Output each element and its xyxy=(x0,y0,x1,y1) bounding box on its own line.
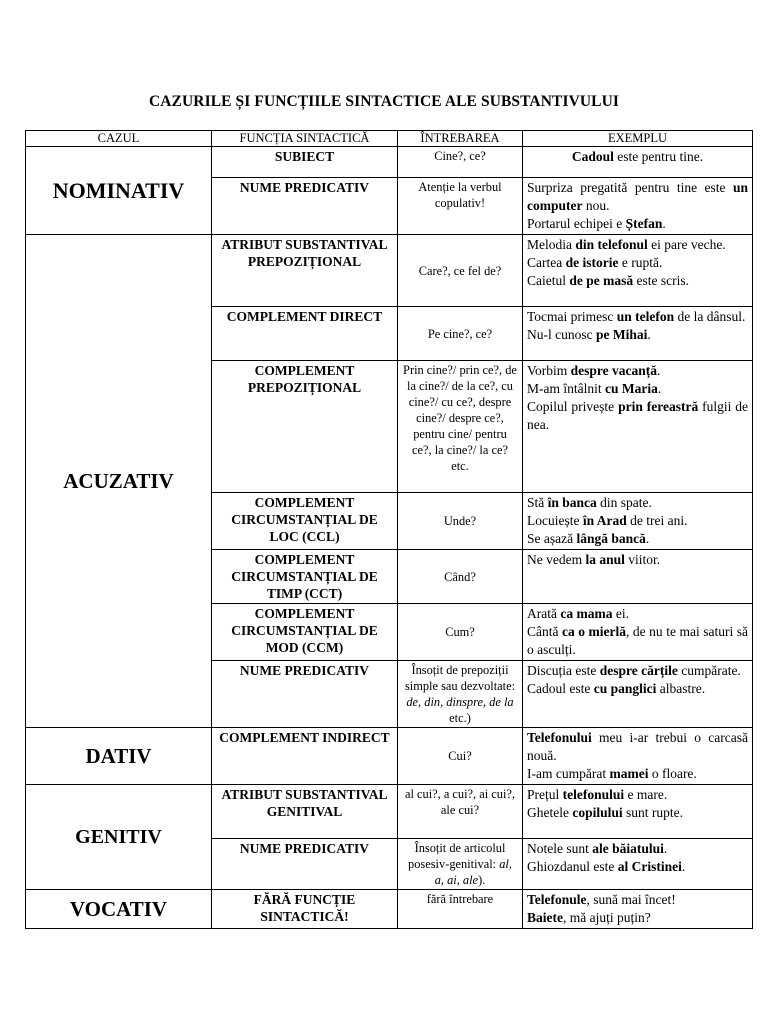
function-cell: COMPLEMENT CIRCUMSTANȚIAL DE MOD (CCM) xyxy=(212,604,398,661)
example-line: Prețul telefonului e mare. xyxy=(527,787,668,802)
header-cazul: CAZUL xyxy=(26,131,212,147)
function-cell: NUME PREDICATIV xyxy=(212,178,398,235)
question-cell: Atenție la verbul copulativ! xyxy=(398,178,523,235)
example-line: I-am cumpărat mamei o floare. xyxy=(527,766,697,781)
example-line: Telefonului meu i-ar trebui o carcasă nouă. xyxy=(527,730,748,763)
question-cell: Când? xyxy=(398,550,523,604)
function-cell: COMPLEMENT CIRCUMSTANȚIAL DE LOC (CCL) xyxy=(212,493,398,550)
example-line: Ghetele copilului sunt rupte. xyxy=(527,805,684,820)
example-line: Melodia din telefonul ei pare veche. xyxy=(527,237,726,252)
example-line: Portarul echipei e Ștefan. xyxy=(527,216,666,231)
example-cell xyxy=(523,890,753,929)
question-cell: Unde? xyxy=(398,493,523,550)
example-cell xyxy=(523,550,753,604)
example-line: Cadoul este pentru tine. xyxy=(571,149,704,164)
header-intrebarea: ÎNTREBAREA xyxy=(398,131,523,147)
example-cell xyxy=(523,839,753,890)
cases-table xyxy=(25,130,753,929)
example-line: Cântă ca o mierlă, de nu te mai saturi să o asculți. xyxy=(527,624,748,657)
example-cell xyxy=(523,307,753,361)
example-cell xyxy=(523,785,753,839)
question-cell: Prin cine?/ prin ce?, de la cine?/ de la ce?, cu cine?/ cu ce?, despre cine?/ despre ce?, pentru cine/ pentru ce?, la cine?/ la ce? etc. xyxy=(398,361,523,493)
question-cell: al cui?, a cui?, ai cui?, ale cui? xyxy=(398,785,523,839)
example-line: Ne vedem la anul viitor. xyxy=(527,552,661,567)
example-cell xyxy=(523,493,753,550)
table-row xyxy=(26,235,753,307)
example-line: Cadoul este cu panglici albastre. xyxy=(527,681,706,696)
question-cell: Cui? xyxy=(398,728,523,785)
example-line: Surpriza pregatită pentru tine este un computer nou. xyxy=(527,180,748,213)
example-cell xyxy=(523,604,753,661)
example-line: Arată ca mama ei. xyxy=(527,606,629,621)
question-cell: Însoțit de prepoziții simple sau dezvoltate: de, din, dinspre, de la etc.) xyxy=(398,661,523,728)
example-cell xyxy=(523,178,753,235)
example-cell xyxy=(523,235,753,307)
function-cell: COMPLEMENT DIRECT xyxy=(212,307,398,361)
table-row xyxy=(26,785,753,839)
example-cell xyxy=(523,361,753,493)
example-cell xyxy=(523,147,753,178)
function-cell: SUBIECT xyxy=(212,147,398,178)
example-line: Copilul privește prin fereastră fulgii de nea. xyxy=(527,399,748,432)
example-cell xyxy=(523,661,753,728)
function-cell: COMPLEMENT PREPOZIȚIONAL xyxy=(212,361,398,493)
example-line: Cartea de istorie e ruptă. xyxy=(527,255,663,270)
question-cell: Cine?, ce? xyxy=(398,147,523,178)
table-row xyxy=(26,147,753,178)
table-body xyxy=(26,147,753,929)
case-dativ: DATIV xyxy=(26,728,212,785)
function-cell: ATRIBUT SUBSTANTIVAL GENITIVAL xyxy=(212,785,398,839)
example-line: Caietul de pe masă este scris. xyxy=(527,273,689,288)
example-line: Vorbim despre vacanță. xyxy=(527,363,661,378)
question-cell: fără întrebare xyxy=(398,890,523,929)
case-vocativ: VOCATIV xyxy=(26,890,212,929)
example-line: Baiete, mă ajuți puțin? xyxy=(527,910,651,925)
example-line: Locuiește în Arad de trei ani. xyxy=(527,513,688,528)
question-cell: Însoțit de articolul posesiv-genitival: al, a, ai, ale). xyxy=(398,839,523,890)
example-line: Stă în banca din spate. xyxy=(527,495,652,510)
example-line: M-am întâlnit cu Maria. xyxy=(527,381,662,396)
example-line: Notele sunt ale băiatului. xyxy=(527,841,668,856)
header-row xyxy=(26,131,753,147)
question-cell: Pe cine?, ce? xyxy=(398,307,523,361)
function-cell: COMPLEMENT CIRCUMSTANȚIAL DE TIMP (CCT) xyxy=(212,550,398,604)
function-cell: NUME PREDICATIV xyxy=(212,839,398,890)
question-cell: Cum? xyxy=(398,604,523,661)
example-line: Ghiozdanul este al Cristinei. xyxy=(527,859,686,874)
example-cell xyxy=(523,728,753,785)
example-line: Se așază lângă bancă. xyxy=(527,531,650,546)
header-exemplu: EXEMPLU xyxy=(523,131,753,147)
case-acuzativ: ACUZATIV xyxy=(26,235,212,728)
table-row xyxy=(26,728,753,785)
case-genitiv: GENITIV xyxy=(26,785,212,890)
question-cell: Care?, ce fel de? xyxy=(398,235,523,307)
function-cell: NUME PREDICATIV xyxy=(212,661,398,728)
page-title: CAZURILE ȘI FUNCȚIILE SINTACTICE ALE SUBSTANTIVULUI xyxy=(148,93,620,110)
case-nominativ: NOMINATIV xyxy=(26,147,212,235)
function-cell: COMPLEMENT INDIRECT xyxy=(212,728,398,785)
function-cell: FĂRĂ FUNCȚIE SINTACTICĂ! xyxy=(212,890,398,929)
example-line: Telefonule, sună mai încet! xyxy=(527,892,676,907)
example-line: Discuția este despre cărțile cumpărate. xyxy=(527,663,741,678)
function-cell: ATRIBUT SUBSTANTIVAL PREPOZIȚIONAL xyxy=(212,235,398,307)
example-line: Tocmai primesc un telefon de la dânsul. xyxy=(527,309,746,324)
header-functia: FUNCȚIA SINTACTICĂ xyxy=(212,131,398,147)
table-row xyxy=(26,890,753,929)
example-line: Nu-l cunosc pe Mihai. xyxy=(527,327,651,342)
